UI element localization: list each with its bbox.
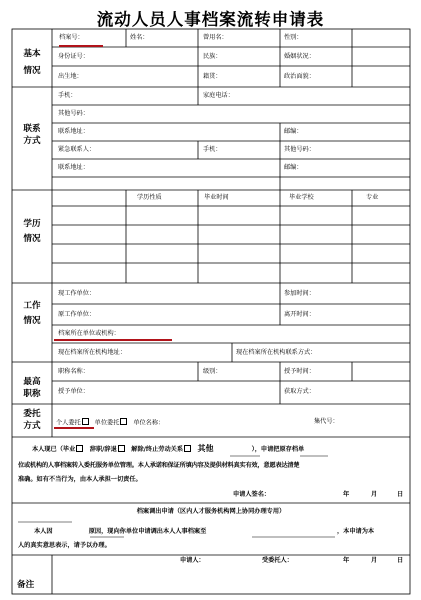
section-education-line2: 情况 (23, 234, 41, 244)
edu-header-school: 毕业学校 (289, 194, 314, 201)
section-education-line1: 学历 (23, 219, 41, 229)
transfer-reason-text: 原因，现向你单位申请调出本人人事档案至 (88, 528, 207, 535)
section-work-line2: 情况 (23, 316, 41, 326)
emergency-mobile-label: 手机： (203, 146, 222, 153)
resign-checkbox[interactable] (118, 445, 125, 452)
highlight-file-no (59, 45, 103, 47)
section-entrust-line1: 委托 (23, 409, 41, 419)
transfer-day: 日 (397, 557, 404, 564)
other-phone-label: 其他号码： (58, 110, 89, 117)
section-entrust-line2: 方式 (23, 421, 41, 431)
section-basic (13, 48, 51, 77)
graduate-checkbox[interactable] (76, 445, 83, 452)
transfer-reason-prefix: 本人因 (34, 528, 53, 535)
native-place-label: 籍贯： (203, 73, 222, 80)
section-title-rank (13, 376, 51, 400)
gender-label: 性别： (284, 34, 303, 41)
level-label: 级别： (203, 368, 222, 375)
section-title-rank-line2: 职称 (23, 389, 41, 399)
transfer-applicant-label: 申请人： (180, 557, 205, 564)
file-location-address-label: 现在档案所在机构地址： (58, 349, 127, 356)
decl-day: 日 (397, 491, 404, 498)
section-title-rank-line1: 最高 (23, 377, 41, 387)
former-employer-label: 原工作单位： (58, 311, 96, 318)
transfer-out-line1 (18, 526, 206, 537)
declaration-line1 (18, 443, 408, 455)
emergency-other-label: 其他号码： (284, 146, 315, 153)
title-name-label: 职称名称： (58, 368, 89, 375)
decl-apply: ），申请把原存档单 (251, 446, 305, 453)
edu-header-grad-date: 毕业时间 (204, 194, 229, 201)
personal-entrust-checkbox[interactable] (82, 418, 89, 425)
file-location-label: 档案所在单位或机构： (58, 330, 120, 337)
edu-header-major: 专业 (366, 194, 379, 201)
section-remarks: 备注 (17, 580, 35, 590)
former-name-label: 曾用名： (203, 34, 228, 41)
section-basic-line1: 基本 (23, 49, 41, 59)
section-contact (13, 123, 51, 147)
section-entrust (13, 408, 51, 432)
emergency-address-label: 联系地址： (58, 164, 89, 171)
agent-no-label: 集代号： (314, 418, 339, 425)
id-no-label: 身份证号： (58, 53, 89, 60)
highlight-file-location (54, 339, 172, 341)
birthplace-label: 出生地： (58, 73, 83, 80)
grant-unit-label: 授予单位： (58, 388, 89, 395)
entrust-options (56, 418, 164, 428)
decl-month: 月 (371, 491, 378, 498)
marital-label: 婚姻状况： (284, 53, 315, 60)
home-phone-label: 家庭电话： (203, 92, 234, 99)
section-basic-line2: 情况 (23, 66, 41, 76)
decl-year: 年 (343, 491, 350, 498)
join-date-label: 参加时间： (284, 290, 315, 297)
declaration-line2: 位或机构的人事档案转入委托服务单位管理。本人承诺和保证所填内容及提供材料真实有效，意愿表达清楚 (18, 462, 300, 469)
emergency-postcode-label: 邮编： (284, 164, 303, 171)
grant-date-label: 授予时间： (284, 368, 315, 375)
name-label: 姓名： (130, 34, 149, 41)
transfer-year: 年 (343, 557, 350, 564)
transfer-out-line2: 人的真实意思表示，请予以办理。 (18, 542, 111, 549)
applicant-sign-label: 申请人签名： (233, 491, 271, 498)
file-location-contact-label: 现在档案所在机构联系方式： (236, 349, 317, 356)
section-education (13, 218, 51, 245)
unit-entrust-checkbox[interactable] (120, 418, 127, 425)
address-label: 联系地址： (58, 128, 89, 135)
transfer-entrusted-label: 受委托人： (262, 557, 293, 564)
section-contact-line2: 方式 (23, 136, 41, 146)
postcode-label: 邮编： (284, 128, 303, 135)
current-employer-label: 现工作单位： (58, 290, 96, 297)
decl-other: 其他 (197, 444, 214, 453)
section-contact-line1: 联系 (23, 124, 41, 134)
political-label: 政治面貌： (284, 73, 315, 80)
transfer-out-header: 档案调出申请（区内人才服务机构网上协同办理专用） (136, 508, 286, 515)
decl-graduate: 本人现已（毕业 (32, 446, 76, 453)
section-work-line1: 工作 (23, 301, 41, 311)
obtain-method-label: 获取方式： (284, 388, 315, 395)
edu-header-degree: 学历性质 (137, 194, 162, 201)
transfer-month: 月 (371, 557, 378, 564)
file-no-label: 档案号： (59, 34, 84, 41)
declaration-line3: 准确。如有不当行为，由本人承担一切责任。 (18, 476, 142, 483)
emergency-contact-label: 紧急联系人： (58, 146, 96, 153)
personal-entrust-label: 个人委托 (56, 419, 81, 427)
unit-entrust-label: 单位委托 (94, 419, 120, 427)
decl-resign: 辞职/辞退 (89, 446, 117, 453)
terminate-checkbox[interactable] (184, 445, 191, 452)
transfer-out-line1-end: ，本申请为本 (337, 528, 375, 535)
section-work (13, 300, 51, 327)
page-title: 流动人员人事档案流转申请表 (96, 10, 325, 29)
leave-date-label: 离开时间： (284, 311, 315, 318)
mobile-label: 手机： (58, 92, 77, 99)
unit-name-label: 单位名称： (133, 419, 165, 427)
decl-terminate: 解除/终止劳动关系 (131, 446, 184, 453)
ethnicity-label: 民族： (203, 53, 222, 60)
